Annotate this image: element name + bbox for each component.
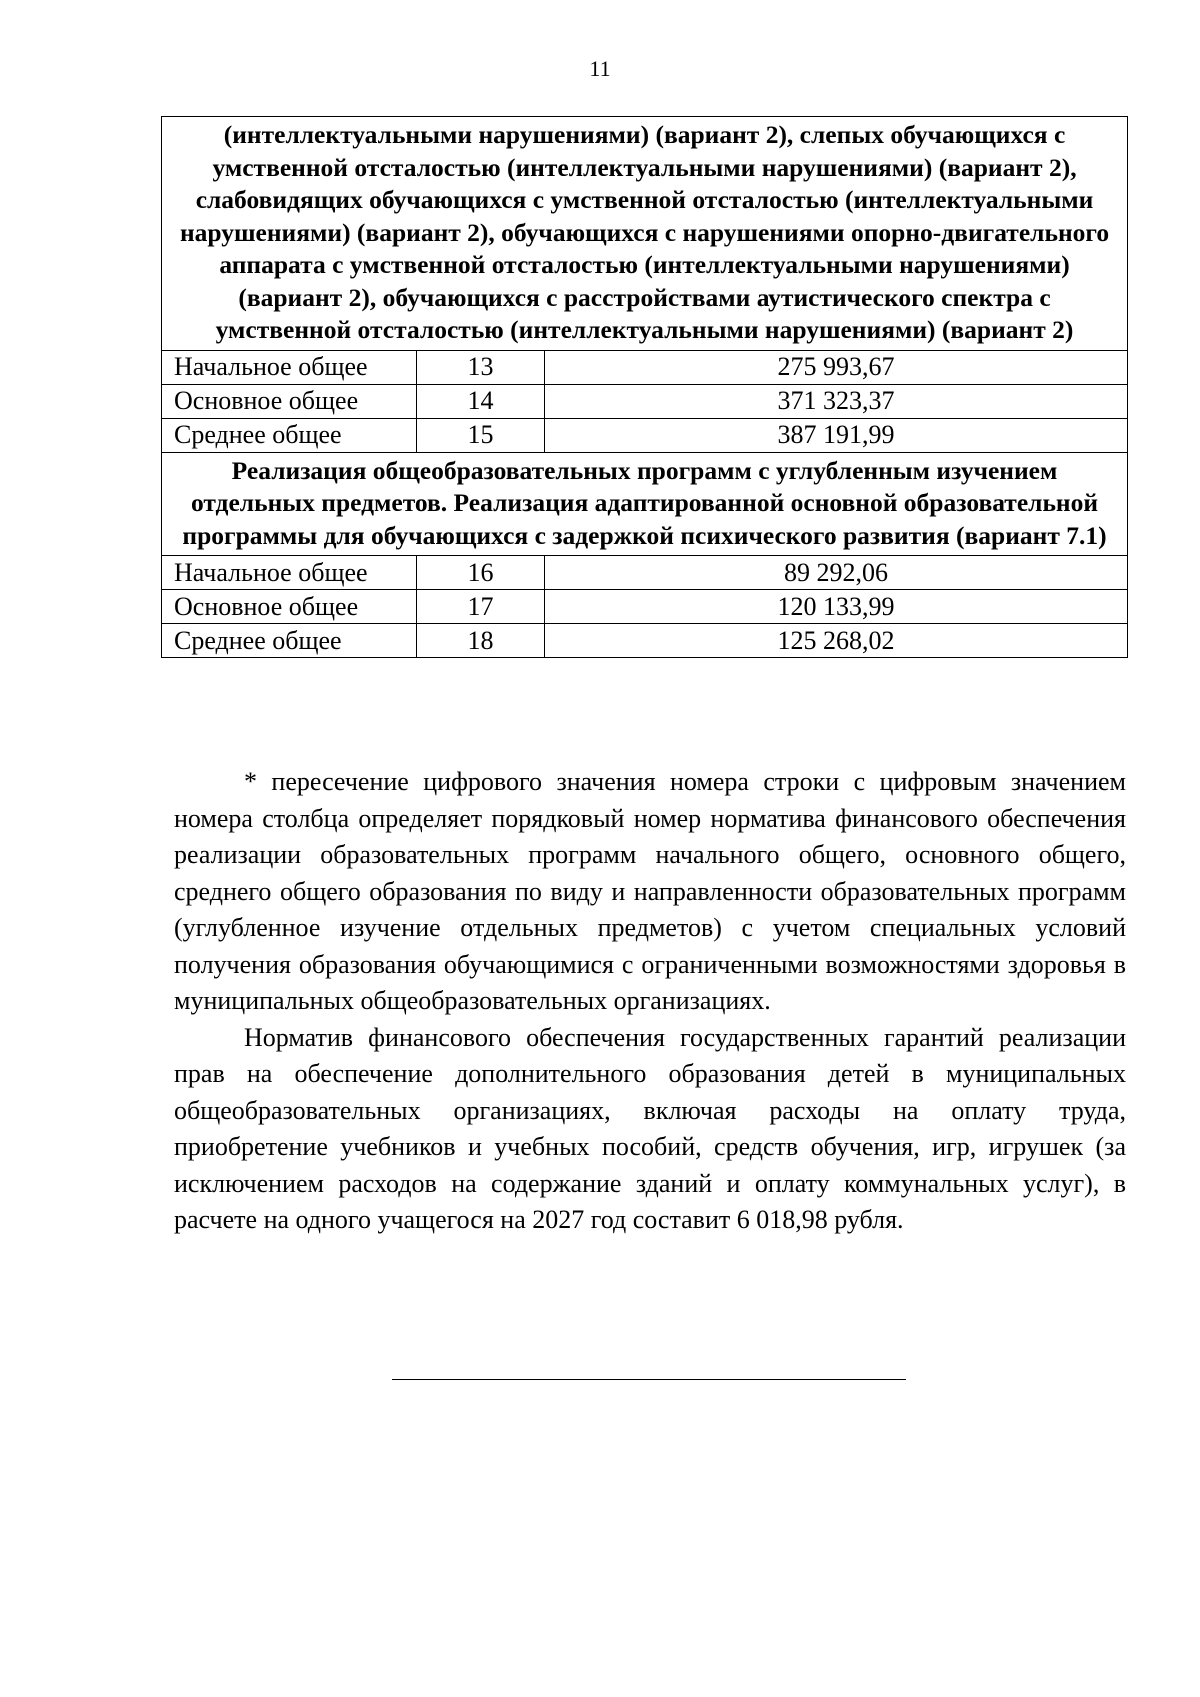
table-row (162, 624, 1128, 658)
end-divider (392, 1379, 906, 1380)
education-level-cell: Начальное общее (162, 350, 417, 384)
norm-number-cell: 16 (417, 556, 545, 590)
norm-value-cell: 275 993,67 (545, 350, 1128, 384)
education-level-cell: Основное общее (162, 590, 417, 624)
education-level-cell: Основное общее (162, 384, 417, 418)
page-number: 11 (589, 56, 611, 81)
norm-value-cell: 120 133,99 (545, 590, 1128, 624)
norm-number-cell: 15 (417, 418, 545, 452)
table-row (162, 350, 1128, 384)
norm-value-cell: 387 191,99 (545, 418, 1128, 452)
norm-number-cell: 18 (417, 624, 545, 658)
education-level-cell: Начальное общее (162, 556, 417, 590)
section-title: Реализация общеобразовательных программ с углубленным изучением отдельных предметов. Реализация адаптированной основной образовательной программы для обучающихся с задержкой психического развития (вариант 7.1) (162, 452, 1128, 556)
norm-value-cell: 89 292,06 (545, 556, 1128, 590)
norm-value-cell: 125 268,02 (545, 624, 1128, 658)
norm-number-cell: 14 (417, 384, 545, 418)
section-title: (интеллектуальными нарушениями) (вариант 2), слепых обучающихся с умственной отсталостью (интеллектуальными нарушениями) (вариант 2), слабовидящих обучающихся с умственной отсталостью (интеллектуальными нарушениями) (вариант 2), обучающихся с нарушениями опорно-двигательного аппарата с умственной отсталостью (интеллектуальными нарушениями) (вариант 2), обучающихся с расстройствами аутистического спектра с умственной отсталостью (интеллектуальными нарушениями) (вариант 2) (162, 117, 1128, 351)
section-header-row (162, 452, 1128, 556)
table-row (162, 590, 1128, 624)
footnote-paragraph: * пересечение цифрового значения номера строки с цифровым значением номера столбца определяет порядковый номер норматива финансового обеспечения реализации образовательных программ начального общего, основного общего, среднего общего образования по виду и направленности образовательных программ (углубленное изучение отдельных предметов) с учетом специальных условий получения образования обучающимися с ограниченными возможностями здоровья в муниципальных общеобразовательных организациях. (174, 767, 1126, 1015)
table-row (162, 384, 1128, 418)
norm-value-cell: 371 323,37 (545, 384, 1128, 418)
education-level-cell: Среднее общее (162, 418, 417, 452)
norm-number-cell: 17 (417, 590, 545, 624)
section-header-row (162, 117, 1128, 351)
table-row (162, 418, 1128, 452)
financing-norms-table (161, 116, 1128, 658)
norm-number-cell: 13 (417, 350, 545, 384)
education-level-cell: Среднее общее (162, 624, 417, 658)
table-row (162, 556, 1128, 590)
additional-education-norm-paragraph: Норматив финансового обеспечения государственных гарантий реализации прав на обеспечение дополнительного образования детей в муниципальных общеобразовательных организациях, включая расходы на оплату труда, приобретение учебников и учебных пособий, средств обучения, игр, игрушек (за исключением расходов на содержание зданий и оплату коммунальных услуг), в расчете на одного учащегося на 2027 год составит 6 018,98 рубля. (174, 1022, 1126, 1234)
notes-section (174, 764, 1126, 1239)
